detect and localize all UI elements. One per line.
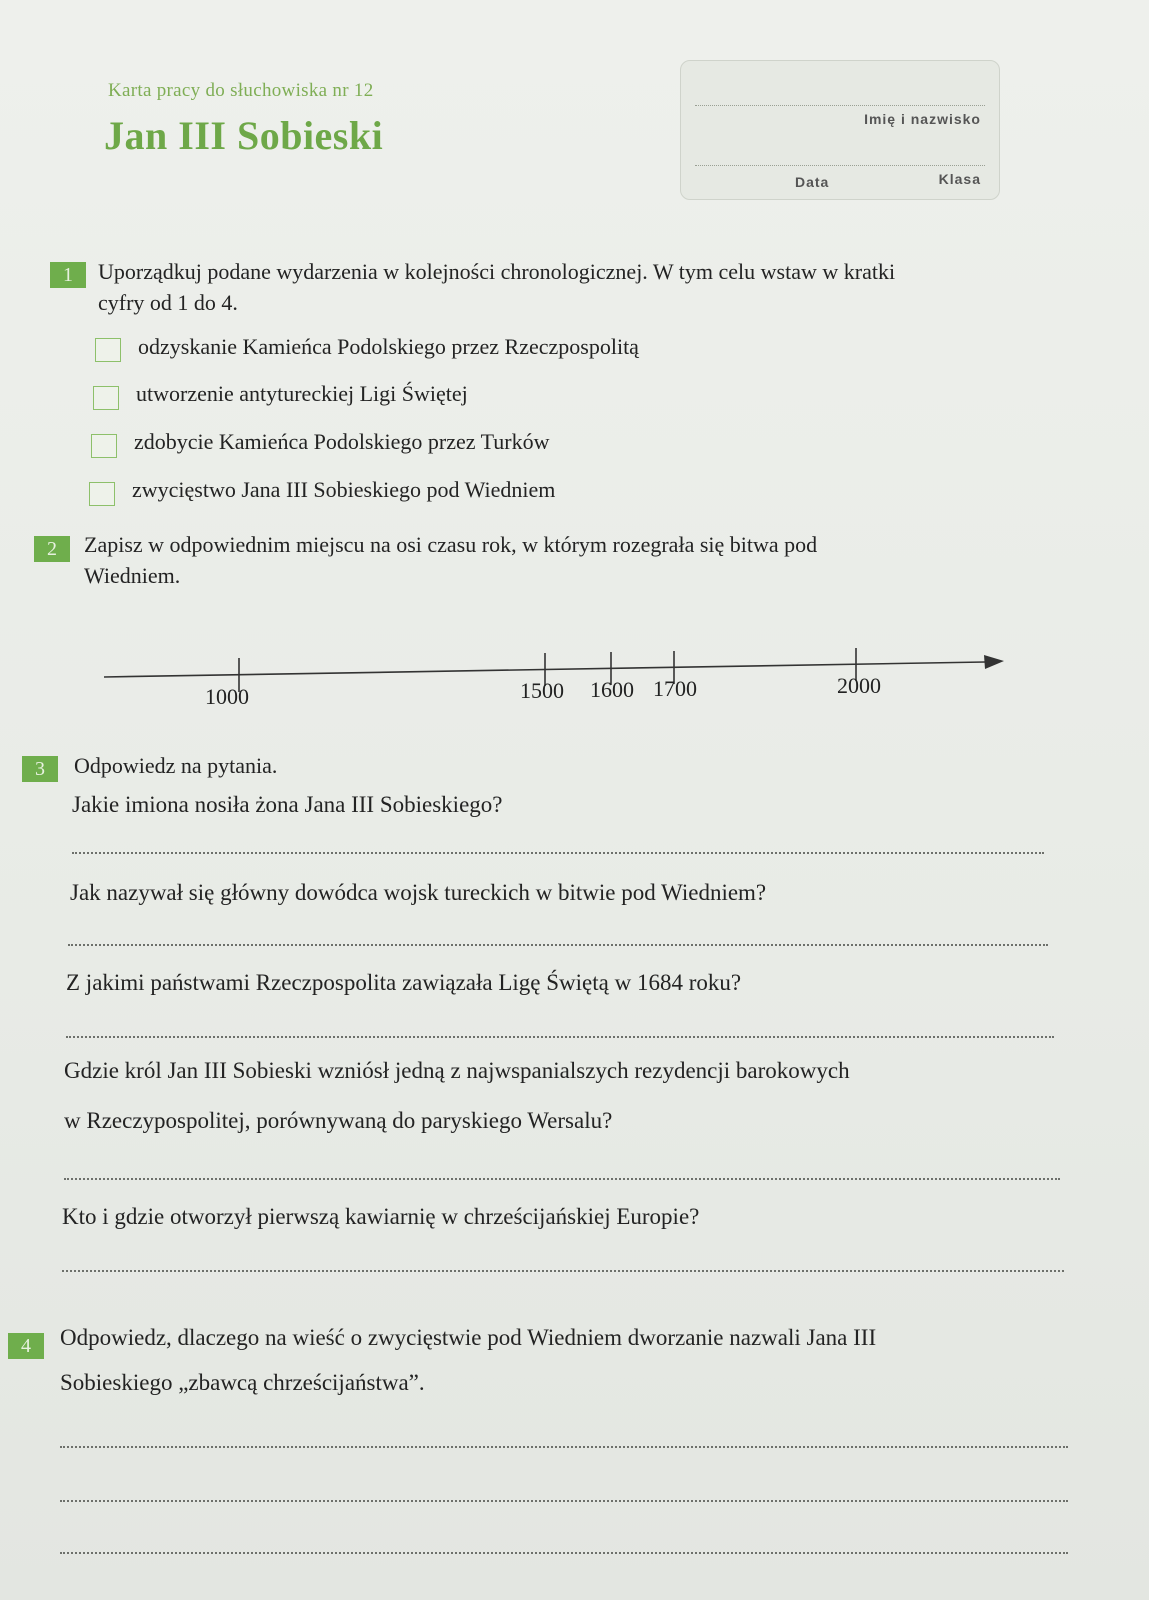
name-label: Imię i nazwisko — [864, 111, 981, 127]
question-4-line-1: Gdzie król Jan III Sobieski wzniósł jedną z najwspanialszych rezydencji barokowych — [64, 1058, 850, 1083]
task-4-instruction-line-2: Sobieskiego „zbawcą chrześcijaństwa”. — [60, 1370, 425, 1395]
date-label: Data — [795, 174, 830, 190]
timeline-arrow-icon — [984, 655, 1004, 669]
student-info-box — [680, 60, 1000, 200]
order-box-2[interactable] — [93, 386, 119, 410]
name-field[interactable] — [695, 105, 985, 106]
order-box-1[interactable] — [95, 338, 121, 362]
answer-line-4[interactable] — [64, 1178, 1060, 1180]
question-1: Jakie imiona nosiła żona Jana III Sobieskiego? — [72, 792, 503, 817]
timeline-label-1600: 1600 — [590, 677, 634, 702]
timeline[interactable] — [0, 620, 1149, 720]
answer-line-8[interactable] — [60, 1552, 1068, 1554]
event-option-1: odzyskanie Kamieńca Podolskiego przez Rzeczpospolitą — [138, 334, 639, 359]
task-2-instruction-line-1: Zapisz w odpowiednim miejscu na osi czasu rok, w którym rozegrała się bitwa pod — [84, 532, 818, 557]
task-1-instruction-line-1: Uporządkuj podane wydarzenia w kolejności chronologicznej. W tym celu wstaw w kratki — [98, 259, 896, 284]
event-option-3: zdobycie Kamieńca Podolskiego przez Turków — [134, 429, 550, 454]
answer-line-6[interactable] — [60, 1446, 1068, 1448]
worksheet-title: Jan III Sobieski — [104, 113, 384, 158]
order-box-4[interactable] — [89, 482, 115, 506]
order-box-3[interactable] — [91, 434, 117, 458]
answer-line-1[interactable] — [72, 852, 1044, 854]
timeline-label-2000: 2000 — [837, 673, 881, 698]
question-2: Jak nazywał się główny dowódca wojsk tureckich w bitwie pod Wiedniem? — [70, 880, 767, 905]
event-option-4: zwycięstwo Jana III Sobieskiego pod Wiedniem — [132, 477, 556, 502]
worksheet-subtitle: Karta pracy do słuchowiska nr 12 — [108, 80, 374, 101]
event-option-2: utworzenie antytureckiej Ligi Świętej — [136, 381, 468, 406]
answer-line-3[interactable] — [66, 1036, 1054, 1038]
question-4-line-2: w Rzeczypospolitej, porównywaną do paryskiego Wersalu? — [64, 1108, 613, 1133]
task-3-instruction: Odpowiedz na pytania. — [74, 753, 278, 778]
timeline-label-1500: 1500 — [520, 678, 564, 703]
task-1-instruction-line-2: cyfry od 1 do 4. — [98, 290, 238, 315]
class-label: Klasa — [938, 171, 981, 187]
task-2-number: 2 — [34, 536, 70, 562]
timeline-label-1700: 1700 — [653, 676, 697, 701]
date-class-field[interactable] — [695, 165, 985, 166]
question-5: Kto i gdzie otworzył pierwszą kawiarnię w chrześcijańskiej Europie? — [62, 1204, 700, 1229]
timeline-label-1000: 1000 — [205, 684, 249, 709]
task-2-instruction-line-2: Wiedniem. — [84, 563, 181, 588]
question-3: Z jakimi państwami Rzeczpospolita zawiązała Ligę Świętą w 1684 roku? — [66, 970, 742, 995]
task-4-instruction-line-1: Odpowiedz, dlaczego na wieść o zwycięstwie pod Wiedniem dworzanie nazwali Jana III — [60, 1325, 877, 1350]
task-1-number: 1 — [50, 262, 86, 288]
answer-line-7[interactable] — [60, 1500, 1068, 1502]
task-3-number: 3 — [22, 756, 58, 782]
task-4-number: 4 — [8, 1333, 44, 1359]
answer-line-5[interactable] — [62, 1270, 1064, 1272]
answer-line-2[interactable] — [68, 944, 1048, 946]
